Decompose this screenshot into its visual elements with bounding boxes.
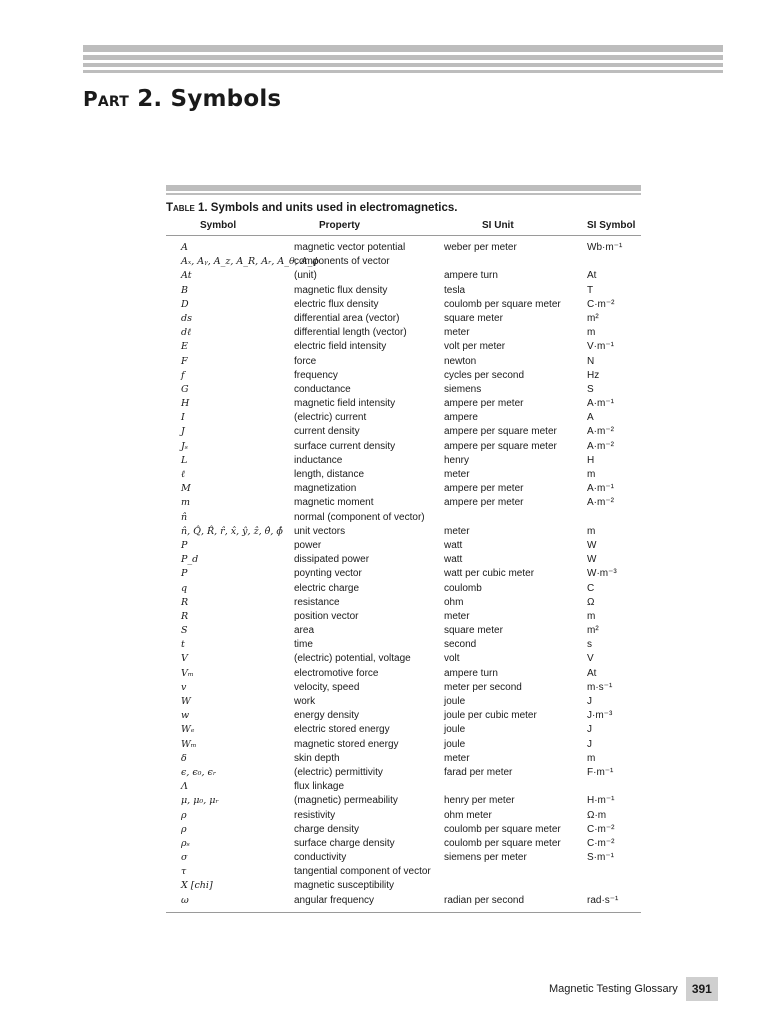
table-body bbox=[166, 236, 641, 908]
cell-si-unit: watt per cubic meter bbox=[444, 568, 535, 580]
header-property: Property bbox=[319, 220, 361, 231]
cell-symbol: ρ bbox=[181, 809, 187, 821]
cell-symbol: w bbox=[181, 710, 190, 722]
cell-si-unit: watt bbox=[444, 539, 463, 551]
cell-property: work bbox=[294, 696, 316, 707]
cell-property: power bbox=[294, 539, 322, 551]
cell-si-unit: farad per meter bbox=[444, 766, 513, 778]
cell-si-unit: meter bbox=[444, 327, 470, 339]
table-row bbox=[166, 837, 641, 851]
cell-symbol: δ bbox=[181, 752, 187, 764]
cell-symbol: L bbox=[181, 454, 188, 466]
cell-symbol: n̂, Q̂, R̂, r̂, x̂, ŷ, ẑ, θ̂, ϕ̂ bbox=[181, 525, 283, 537]
cell-property: area bbox=[294, 625, 315, 637]
cell-property: force bbox=[294, 355, 317, 367]
cell-si-unit bbox=[444, 780, 587, 794]
cell-property: (unit) bbox=[294, 270, 317, 282]
part-title bbox=[83, 86, 281, 112]
cell-si-unit: second bbox=[444, 639, 477, 651]
cell-si-symbol bbox=[587, 879, 641, 893]
cell-si-unit bbox=[444, 511, 587, 525]
table-row bbox=[166, 723, 641, 737]
cell-si-unit: joule bbox=[444, 696, 466, 707]
cell-symbol: q bbox=[181, 582, 188, 594]
cell-si-symbol: At bbox=[587, 270, 597, 282]
cell-property: unit vectors bbox=[294, 525, 346, 537]
cell-si-unit: square meter bbox=[444, 312, 503, 324]
cell-si-unit: meter per second bbox=[444, 681, 522, 693]
header-si-unit: SI Unit bbox=[482, 220, 514, 231]
cell-si-unit: coulomb per square meter bbox=[444, 298, 561, 310]
cell-si-symbol: Ω bbox=[587, 596, 595, 608]
table-row bbox=[166, 468, 641, 482]
cell-property: electric field intensity bbox=[294, 341, 387, 353]
header-rule-bars bbox=[83, 45, 723, 76]
cell-property: conductivity bbox=[294, 852, 347, 864]
cell-property: magnetic susceptibility bbox=[294, 880, 395, 892]
cell-property: tangential component of vector bbox=[294, 866, 431, 878]
cell-property: charge density bbox=[294, 823, 360, 835]
cell-si-symbol: C·m⁻² bbox=[587, 298, 615, 310]
cell-si-unit: radian per second bbox=[444, 894, 525, 906]
table-row bbox=[166, 425, 641, 439]
cell-property: magnetic stored energy bbox=[294, 738, 399, 750]
cell-property: magnetic flux density bbox=[294, 284, 388, 296]
table-row bbox=[166, 284, 641, 298]
cell-si-symbol: J·m⁻³ bbox=[587, 710, 613, 722]
table-row bbox=[166, 610, 641, 624]
cell-si-unit: coulomb per square meter bbox=[444, 823, 561, 835]
cell-si-symbol: At bbox=[587, 667, 597, 679]
cell-property: conductance bbox=[294, 383, 351, 395]
table-row bbox=[166, 794, 641, 808]
cell-si-symbol: W bbox=[587, 554, 597, 566]
cell-si-symbol: m bbox=[587, 327, 596, 339]
cell-property: current density bbox=[294, 426, 360, 438]
cell-symbol: ρ bbox=[181, 823, 187, 835]
cell-si-symbol: C·m⁻² bbox=[587, 823, 615, 835]
cell-si-unit: volt per meter bbox=[444, 341, 506, 353]
cell-si-symbol: C·m⁻² bbox=[587, 837, 615, 849]
cell-si-symbol: A bbox=[587, 412, 594, 424]
table-row bbox=[166, 894, 641, 908]
cell-property: length, distance bbox=[294, 469, 365, 480]
header-si-symbol: SI Symbol bbox=[587, 220, 636, 231]
cell-si-unit: joule bbox=[444, 738, 466, 750]
cell-symbol: μ, μ₀, μᵣ bbox=[181, 795, 219, 807]
cell-symbol: t bbox=[181, 639, 185, 651]
table-row bbox=[166, 596, 641, 610]
table-row bbox=[166, 511, 641, 525]
cell-property: (electric) permittivity bbox=[294, 766, 383, 778]
cell-symbol: P_d bbox=[181, 554, 199, 566]
cell-symbol: P bbox=[181, 539, 188, 551]
cell-si-unit bbox=[444, 255, 587, 269]
cell-symbol: m bbox=[181, 497, 191, 509]
cell-symbol: At bbox=[181, 270, 192, 282]
cell-property: electric stored energy bbox=[294, 724, 390, 736]
cell-si-symbol: S·m⁻¹ bbox=[587, 852, 614, 864]
cell-symbol: P bbox=[181, 568, 188, 580]
table-row bbox=[166, 383, 641, 397]
cell-symbol: G bbox=[181, 383, 189, 395]
cell-property: differential length (vector) bbox=[294, 327, 407, 339]
table-row bbox=[166, 340, 641, 354]
cell-property: skin depth bbox=[294, 752, 340, 764]
cell-property: frequency bbox=[294, 369, 338, 381]
table-row bbox=[166, 695, 641, 709]
cell-si-symbol: rad·s⁻¹ bbox=[587, 894, 619, 906]
cell-si-symbol: m² bbox=[587, 312, 599, 324]
cell-si-symbol: H bbox=[587, 454, 595, 466]
cell-si-symbol: S bbox=[587, 383, 594, 395]
cell-si-unit: meter bbox=[444, 525, 470, 537]
part-title-text: 2. Symbols bbox=[129, 86, 282, 112]
cell-symbol: W bbox=[181, 696, 191, 707]
cell-property: surface current density bbox=[294, 440, 396, 452]
cell-si-unit: coulomb bbox=[444, 582, 482, 594]
cell-property: velocity, speed bbox=[294, 681, 360, 693]
table-top-bar bbox=[166, 185, 641, 191]
table-caption-prefix: Table bbox=[166, 202, 195, 214]
table-row bbox=[166, 823, 641, 837]
cell-si-symbol: Wb·m⁻¹ bbox=[587, 242, 623, 253]
table-row bbox=[166, 496, 641, 510]
cell-si-unit: watt bbox=[444, 554, 463, 566]
cell-si-symbol bbox=[587, 511, 641, 525]
cell-symbol: ℓ bbox=[181, 469, 185, 480]
cell-symbol: M bbox=[181, 483, 191, 495]
cell-property: surface charge density bbox=[294, 837, 395, 849]
cell-si-symbol: m bbox=[587, 525, 596, 537]
cell-symbol: ρₛ bbox=[181, 837, 190, 849]
cell-si-unit: meter bbox=[444, 469, 470, 480]
cell-symbol: σ bbox=[181, 852, 188, 864]
cell-si-symbol: s bbox=[587, 639, 592, 651]
cell-symbol: R bbox=[181, 596, 189, 608]
cell-si-unit: henry per meter bbox=[444, 795, 515, 807]
table-row bbox=[166, 369, 641, 383]
cell-si-symbol: V bbox=[587, 653, 594, 665]
cell-si-symbol: F·m⁻¹ bbox=[587, 766, 614, 778]
cell-property: dissipated power bbox=[294, 554, 370, 566]
cell-property: magnetic field intensity bbox=[294, 398, 396, 410]
cell-si-symbol: m² bbox=[587, 625, 599, 637]
cell-si-symbol: J bbox=[587, 696, 592, 707]
cell-si-symbol: C bbox=[587, 582, 595, 594]
table-row bbox=[166, 440, 641, 454]
cell-si-symbol: T bbox=[587, 284, 594, 296]
cell-property: magnetic moment bbox=[294, 497, 374, 509]
cell-symbol: n̂ bbox=[181, 511, 188, 523]
page-footer bbox=[549, 977, 718, 1001]
cell-property: time bbox=[294, 639, 313, 651]
cell-symbol: A bbox=[181, 242, 188, 253]
table-row bbox=[166, 667, 641, 681]
cell-property: resistance bbox=[294, 596, 340, 608]
cell-si-symbol: Hz bbox=[587, 369, 600, 381]
cell-si-symbol: m bbox=[587, 610, 596, 622]
footer-title: Magnetic Testing Glossary bbox=[549, 983, 678, 995]
cell-si-symbol: A·m⁻² bbox=[587, 497, 614, 509]
cell-symbol: S bbox=[181, 625, 188, 637]
cell-symbol: ds bbox=[181, 312, 192, 324]
cell-property: electromotive force bbox=[294, 667, 379, 679]
cell-si-symbol: J bbox=[587, 724, 592, 736]
cell-si-unit: ampere turn bbox=[444, 667, 498, 679]
table-header-row bbox=[166, 216, 641, 236]
table-row bbox=[166, 567, 641, 581]
cell-si-unit: joule per cubic meter bbox=[444, 710, 537, 722]
cell-si-unit: tesla bbox=[444, 284, 466, 296]
symbols-table bbox=[166, 185, 641, 913]
cell-symbol: V bbox=[181, 653, 188, 665]
table-row bbox=[166, 709, 641, 723]
cell-symbol: F bbox=[181, 355, 188, 367]
cell-si-unit: ohm bbox=[444, 596, 464, 608]
cell-si-unit: ampere per meter bbox=[444, 483, 524, 495]
cell-symbol: f bbox=[181, 369, 185, 381]
cell-property: (electric) potential, voltage bbox=[294, 653, 411, 665]
cell-si-unit: weber per meter bbox=[444, 242, 517, 253]
cell-property: energy density bbox=[294, 710, 360, 722]
cell-si-unit: joule bbox=[444, 724, 466, 736]
cell-symbol: Vₘ bbox=[181, 667, 194, 679]
table-row bbox=[166, 269, 641, 283]
cell-si-symbol: m·s⁻¹ bbox=[587, 681, 613, 693]
cell-property: (electric) current bbox=[294, 412, 367, 424]
table-caption-text: 1. Symbols and units used in electromagnetics. bbox=[194, 202, 458, 214]
cell-si-symbol: A·m⁻² bbox=[587, 426, 614, 438]
page-number: 391 bbox=[686, 977, 718, 1001]
cell-symbol: H bbox=[181, 398, 190, 410]
cell-symbol: B bbox=[181, 284, 188, 296]
cell-property: normal (component of vector) bbox=[294, 511, 425, 523]
cell-symbol: τ bbox=[181, 866, 187, 878]
cell-si-symbol: V·m⁻¹ bbox=[587, 341, 614, 353]
table-bottom-rule bbox=[166, 912, 641, 913]
cell-symbol: Jₛ bbox=[181, 440, 189, 452]
cell-si-symbol: W·m⁻³ bbox=[587, 568, 617, 580]
cell-si-symbol: W bbox=[587, 539, 597, 551]
cell-si-unit: ampere per square meter bbox=[444, 426, 557, 438]
cell-property: electric flux density bbox=[294, 298, 379, 310]
table-row bbox=[166, 454, 641, 468]
table-row bbox=[166, 397, 641, 411]
table-row bbox=[166, 539, 641, 553]
cell-property: magnetic vector potential bbox=[294, 242, 406, 253]
cell-si-unit: ampere per meter bbox=[444, 497, 524, 509]
cell-symbol: Wₘ bbox=[181, 738, 197, 750]
part-title-prefix: Part bbox=[83, 87, 129, 111]
cell-property: flux linkage bbox=[294, 781, 345, 793]
table-row bbox=[166, 766, 641, 780]
table-row bbox=[166, 255, 641, 269]
cell-property: (magnetic) permeability bbox=[294, 795, 398, 807]
cell-symbol: I bbox=[181, 412, 185, 424]
cell-si-symbol bbox=[587, 865, 641, 879]
cell-si-unit bbox=[444, 879, 587, 893]
cell-symbol: Χ [chi] bbox=[181, 880, 213, 892]
cell-symbol: ω bbox=[181, 894, 189, 906]
cell-si-symbol bbox=[587, 255, 641, 269]
cell-si-unit: newton bbox=[444, 355, 477, 367]
cell-si-unit: volt bbox=[444, 653, 460, 665]
table-row bbox=[166, 355, 641, 369]
table-row bbox=[166, 652, 641, 666]
table-row bbox=[166, 851, 641, 865]
cell-property: position vector bbox=[294, 610, 359, 622]
cell-symbol: J bbox=[181, 426, 185, 438]
cell-property: inductance bbox=[294, 454, 343, 466]
cell-property: differential area (vector) bbox=[294, 312, 400, 324]
cell-property: poynting vector bbox=[294, 568, 362, 580]
cell-si-symbol: A·m⁻¹ bbox=[587, 483, 614, 495]
cell-si-unit: ohm meter bbox=[444, 809, 492, 821]
table-row bbox=[166, 553, 641, 567]
cell-si-unit: ampere per square meter bbox=[444, 440, 557, 452]
table-row bbox=[166, 482, 641, 496]
cell-symbol: R bbox=[181, 610, 189, 622]
table-top-rule bbox=[166, 193, 641, 195]
cell-si-unit: meter bbox=[444, 752, 470, 764]
table-row bbox=[166, 681, 641, 695]
cell-si-unit: ampere turn bbox=[444, 270, 498, 282]
table-row bbox=[166, 624, 641, 638]
table-row bbox=[166, 298, 641, 312]
cell-symbol: v bbox=[181, 681, 187, 693]
cell-si-symbol: N bbox=[587, 355, 595, 367]
cell-si-unit bbox=[444, 865, 587, 879]
table-row bbox=[166, 411, 641, 425]
cell-si-symbol: m bbox=[587, 752, 596, 764]
cell-symbol: Aₓ, Aᵧ, A_z, A_R, Aᵣ, A_θ, A_ϕ bbox=[181, 256, 319, 268]
table-row bbox=[166, 241, 641, 255]
table-row bbox=[166, 752, 641, 766]
cell-symbol: dℓ bbox=[181, 327, 192, 339]
table-row bbox=[166, 582, 641, 596]
cell-si-unit: ampere per meter bbox=[444, 398, 524, 410]
cell-si-symbol: J bbox=[587, 738, 592, 750]
cell-si-unit: square meter bbox=[444, 625, 503, 637]
table-row bbox=[166, 809, 641, 823]
table-row bbox=[166, 879, 641, 893]
cell-property: components of vector bbox=[294, 256, 390, 268]
cell-property: resistivity bbox=[294, 809, 336, 821]
cell-si-unit: coulomb per square meter bbox=[444, 837, 561, 849]
cell-si-unit: ampere bbox=[444, 412, 478, 424]
cell-si-unit: cycles per second bbox=[444, 369, 525, 381]
cell-si-symbol: A·m⁻² bbox=[587, 440, 614, 452]
cell-si-symbol: m bbox=[587, 469, 596, 480]
cell-si-unit: siemens bbox=[444, 383, 482, 395]
cell-si-symbol: H·m⁻¹ bbox=[587, 795, 615, 807]
table-row bbox=[166, 326, 641, 340]
cell-symbol: ϵ, ϵ₀, ϵᵣ bbox=[181, 766, 217, 778]
cell-property: magnetization bbox=[294, 483, 357, 495]
table-row bbox=[166, 738, 641, 752]
header-symbol: Symbol bbox=[200, 220, 237, 231]
table-row bbox=[166, 638, 641, 652]
table-row bbox=[166, 525, 641, 539]
cell-property: electric charge bbox=[294, 582, 360, 594]
table-row bbox=[166, 780, 641, 794]
cell-si-symbol bbox=[587, 780, 641, 794]
cell-si-unit: siemens per meter bbox=[444, 852, 527, 864]
cell-symbol: Wₑ bbox=[181, 724, 195, 736]
cell-si-symbol: Ω·m bbox=[587, 809, 607, 821]
cell-symbol: E bbox=[181, 341, 188, 353]
table-row bbox=[166, 865, 641, 879]
cell-si-symbol: A·m⁻¹ bbox=[587, 398, 614, 410]
cell-property: angular frequency bbox=[294, 894, 375, 906]
table-caption bbox=[166, 200, 641, 216]
cell-symbol: Λ bbox=[181, 781, 188, 793]
table-row bbox=[166, 312, 641, 326]
cell-si-unit: henry bbox=[444, 454, 470, 466]
cell-si-unit: meter bbox=[444, 610, 470, 622]
cell-symbol: D bbox=[181, 298, 189, 310]
